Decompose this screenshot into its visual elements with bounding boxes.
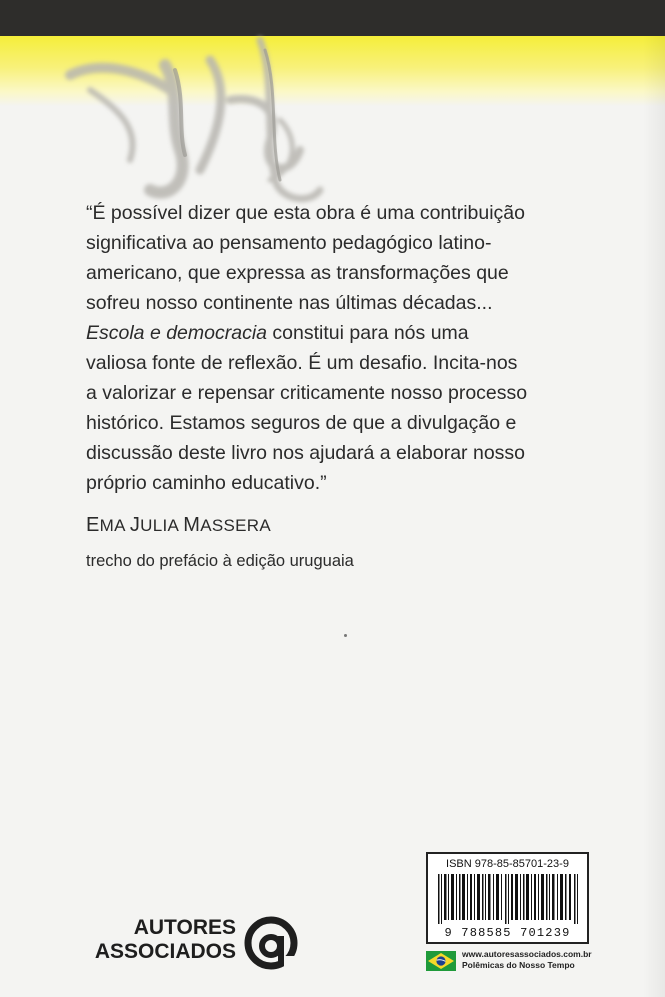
quote-line: a valorizar e repensar criticamente nosso processo — [86, 382, 528, 404]
quote-line: discussão deste livro nos ajudará a elaborar nosso — [86, 442, 526, 464]
speck — [344, 634, 347, 637]
quote-line: histórico. Estamos seguros de que a divulgação e — [86, 412, 517, 434]
brazil-flag-icon — [426, 951, 456, 971]
quote-source: trecho do prefácio à edição uruguaia — [86, 552, 354, 570]
barcode-number: 9 788585 701239 — [444, 926, 571, 940]
quote-author: EMA JULIA MASSERA — [86, 514, 271, 536]
book-title-italic: Escola e democracia — [86, 322, 268, 344]
publisher-a-icon — [244, 916, 298, 970]
quote-line: valiosa fonte de reflexão. É um desafio. Incita-nos — [86, 352, 518, 374]
publisher-name: AUTORES ASSOCIADOS — [94, 916, 236, 963]
isbn-label: ISBN 978-85-85701-23-9 — [446, 858, 569, 870]
quote-line: constitui para nós uma — [267, 322, 469, 344]
quote-line: sofreu nosso continente nas últimas décadas... — [86, 292, 493, 314]
footer-text — [462, 949, 592, 971]
quote-line: significativa ao pensamento pedagógico latino- — [86, 232, 492, 254]
quote-line: “É possível dizer que esta obra é uma contribuição — [86, 202, 525, 224]
publisher-url[interactable]: www.autoresassociados.com.br — [462, 949, 592, 959]
publisher-logo — [92, 916, 302, 978]
series-name: Polêmicas do Nosso Tempo — [462, 960, 575, 970]
calligraphic-ornament — [30, 30, 360, 220]
quote-line: próprio caminho educativo.” — [86, 472, 327, 494]
quote-text — [86, 198, 646, 498]
spine-shadow — [643, 36, 665, 997]
barcode-bars-icon — [438, 874, 580, 924]
barcode — [426, 852, 589, 944]
quote-line: americano, que expressa as transformações que — [86, 262, 509, 284]
